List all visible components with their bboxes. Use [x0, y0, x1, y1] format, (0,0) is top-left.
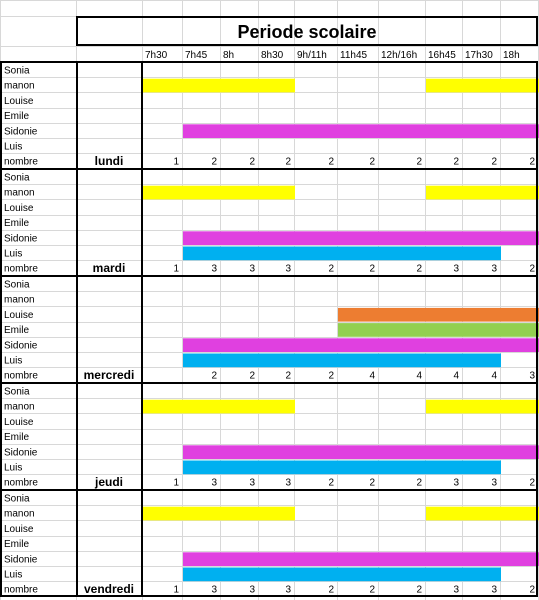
nombre-cell[interactable]: 2 — [249, 156, 255, 168]
day-label[interactable]: mercredi — [83, 368, 135, 383]
row-label-louise[interactable]: Louise — [4, 416, 34, 428]
presence-cell-luis[interactable] — [183, 461, 221, 475]
nombre-cell[interactable]: 2 — [453, 156, 459, 168]
day-label[interactable]: jeudi — [94, 475, 124, 490]
presence-cell-manon[interactable] — [221, 186, 259, 200]
presence-cell-sidonie[interactable] — [338, 552, 379, 566]
row-label-nombre[interactable]: nombre — [4, 263, 38, 275]
nombre-cell[interactable]: 3 — [453, 263, 459, 275]
presence-cell-emile[interactable] — [379, 323, 426, 337]
presence-cell-manon[interactable] — [221, 507, 259, 521]
nombre-cell[interactable]: 3 — [491, 477, 497, 489]
presence-cell-sidonie[interactable] — [338, 231, 379, 245]
nombre-cell[interactable]: 3 — [453, 584, 459, 596]
presence-cell-manon[interactable] — [183, 507, 221, 521]
presence-cell-manon[interactable] — [426, 186, 463, 200]
sheet-title[interactable]: Periode scolaire — [237, 22, 377, 42]
nombre-cell[interactable]: 2 — [529, 156, 535, 168]
row-label-sonia[interactable]: Sonia — [4, 279, 30, 291]
presence-cell-louise[interactable] — [379, 308, 426, 322]
presence-cell-luis[interactable] — [426, 461, 463, 475]
presence-cell-sidonie[interactable] — [259, 231, 295, 245]
presence-cell-luis[interactable] — [338, 461, 379, 475]
presence-cell-luis[interactable] — [463, 568, 501, 582]
presence-cell-luis[interactable] — [259, 247, 295, 261]
presence-cell-emile[interactable] — [463, 323, 501, 337]
presence-cell-luis[interactable] — [338, 354, 379, 368]
presence-cell-luis[interactable] — [183, 568, 221, 582]
presence-cell-luis[interactable] — [426, 568, 463, 582]
presence-cell-manon[interactable] — [143, 186, 183, 200]
row-label-manon[interactable]: manon — [4, 401, 35, 413]
presence-cell-manon[interactable] — [183, 79, 221, 93]
time-slot-header[interactable]: 7h45 — [185, 50, 208, 61]
nombre-cell[interactable]: 2 — [529, 584, 535, 596]
presence-cell-sidonie[interactable] — [338, 338, 379, 352]
row-label-emile[interactable]: Emile — [4, 432, 30, 444]
row-label-nombre[interactable]: nombre — [4, 156, 38, 168]
presence-cell-manon[interactable] — [259, 79, 295, 93]
presence-cell-luis[interactable] — [183, 354, 221, 368]
nombre-cell[interactable]: 1 — [173, 156, 179, 168]
presence-cell-sidonie[interactable] — [379, 552, 426, 566]
nombre-cell[interactable]: 1 — [173, 263, 179, 275]
presence-cell-manon[interactable] — [259, 400, 295, 414]
presence-cell-sidonie[interactable] — [501, 231, 539, 245]
row-label-sonia[interactable]: Sonia — [4, 493, 30, 505]
presence-cell-louise[interactable] — [463, 308, 501, 322]
presence-cell-louise[interactable] — [426, 308, 463, 322]
day-label[interactable]: lundi — [94, 154, 124, 169]
presence-cell-luis[interactable] — [379, 247, 426, 261]
presence-cell-manon[interactable] — [259, 186, 295, 200]
presence-cell-louise[interactable] — [501, 308, 539, 322]
presence-cell-emile[interactable] — [338, 323, 379, 337]
nombre-cell[interactable]: 2 — [249, 370, 255, 382]
presence-cell-luis[interactable] — [463, 247, 501, 261]
presence-cell-sidonie[interactable] — [501, 552, 539, 566]
presence-cell-manon[interactable] — [463, 507, 501, 521]
presence-cell-sidonie[interactable] — [426, 552, 463, 566]
time-slot-header[interactable]: 8h30 — [261, 50, 284, 61]
presence-cell-luis[interactable] — [379, 568, 426, 582]
presence-cell-sidonie[interactable] — [379, 445, 426, 459]
nombre-cell[interactable]: 4 — [369, 370, 375, 382]
row-label-sonia[interactable]: Sonia — [4, 386, 30, 398]
presence-cell-sidonie[interactable] — [463, 124, 501, 138]
presence-cell-sidonie[interactable] — [183, 338, 221, 352]
row-label-luis[interactable]: Luis — [4, 569, 23, 581]
presence-cell-manon[interactable] — [463, 400, 501, 414]
presence-cell-sidonie[interactable] — [183, 552, 221, 566]
row-label-luis[interactable]: Luis — [4, 141, 23, 153]
presence-cell-sidonie[interactable] — [463, 338, 501, 352]
time-slot-header[interactable]: 18h — [503, 50, 520, 61]
presence-cell-emile[interactable] — [426, 323, 463, 337]
presence-cell-manon[interactable] — [426, 507, 463, 521]
row-label-sidonie[interactable]: Sidonie — [4, 233, 38, 245]
time-slot-header[interactable]: 8h — [223, 50, 235, 61]
row-label-sidonie[interactable]: Sidonie — [4, 447, 38, 459]
presence-cell-luis[interactable] — [221, 354, 259, 368]
nombre-cell[interactable]: 2 — [328, 156, 334, 168]
time-slot-header[interactable]: 17h30 — [465, 50, 493, 61]
row-label-emile[interactable]: Emile — [4, 218, 30, 230]
presence-cell-sidonie[interactable] — [501, 445, 539, 459]
presence-cell-manon[interactable] — [501, 79, 539, 93]
presence-cell-sidonie[interactable] — [221, 552, 259, 566]
presence-cell-louise[interactable] — [338, 308, 379, 322]
presence-cell-emile[interactable] — [501, 323, 539, 337]
presence-cell-sidonie[interactable] — [295, 552, 338, 566]
row-label-louise[interactable]: Louise — [4, 95, 34, 107]
presence-cell-sidonie[interactable] — [183, 445, 221, 459]
row-label-louise[interactable]: Louise — [4, 309, 34, 321]
nombre-cell[interactable]: 3 — [211, 584, 217, 596]
presence-cell-luis[interactable] — [221, 247, 259, 261]
presence-cell-manon[interactable] — [183, 186, 221, 200]
presence-cell-manon[interactable] — [183, 400, 221, 414]
presence-cell-luis[interactable] — [463, 354, 501, 368]
presence-cell-sidonie[interactable] — [426, 338, 463, 352]
row-label-sonia[interactable]: Sonia — [4, 65, 30, 77]
nombre-cell[interactable]: 2 — [369, 584, 375, 596]
row-label-sidonie[interactable]: Sidonie — [4, 126, 38, 138]
presence-cell-luis[interactable] — [221, 568, 259, 582]
presence-cell-sidonie[interactable] — [295, 338, 338, 352]
nombre-cell[interactable]: 3 — [285, 584, 291, 596]
row-label-manon[interactable]: manon — [4, 508, 35, 520]
presence-cell-sidonie[interactable] — [426, 124, 463, 138]
presence-cell-sidonie[interactable] — [426, 445, 463, 459]
row-label-nombre[interactable]: nombre — [4, 477, 38, 489]
presence-cell-manon[interactable] — [426, 400, 463, 414]
nombre-cell[interactable]: 3 — [211, 477, 217, 489]
presence-cell-manon[interactable] — [221, 400, 259, 414]
presence-cell-manon[interactable] — [501, 400, 539, 414]
nombre-cell[interactable]: 3 — [249, 584, 255, 596]
presence-cell-sidonie[interactable] — [379, 338, 426, 352]
row-label-emile[interactable]: Emile — [4, 539, 30, 551]
nombre-cell[interactable]: 1 — [173, 477, 179, 489]
row-label-sidonie[interactable]: Sidonie — [4, 340, 38, 352]
nombre-cell[interactable]: 1 — [173, 584, 179, 596]
nombre-cell[interactable]: 2 — [416, 584, 422, 596]
presence-cell-sidonie[interactable] — [295, 445, 338, 459]
presence-cell-manon[interactable] — [143, 79, 183, 93]
nombre-cell[interactable]: 3 — [529, 370, 535, 382]
presence-cell-sidonie[interactable] — [463, 445, 501, 459]
presence-cell-manon[interactable] — [463, 79, 501, 93]
nombre-cell[interactable]: 3 — [249, 263, 255, 275]
nombre-cell[interactable]: 4 — [416, 370, 422, 382]
row-label-luis[interactable]: Luis — [4, 355, 23, 367]
row-label-luis[interactable]: Luis — [4, 248, 23, 260]
presence-cell-luis[interactable] — [379, 354, 426, 368]
nombre-cell[interactable]: 2 — [416, 477, 422, 489]
nombre-cell[interactable]: 2 — [211, 370, 217, 382]
row-label-nombre[interactable]: nombre — [4, 370, 38, 382]
row-label-manon[interactable]: manon — [4, 187, 35, 199]
presence-cell-manon[interactable] — [463, 186, 501, 200]
presence-cell-luis[interactable] — [259, 568, 295, 582]
presence-cell-manon[interactable] — [501, 507, 539, 521]
nombre-cell[interactable]: 2 — [285, 156, 291, 168]
row-label-louise[interactable]: Louise — [4, 523, 34, 535]
presence-cell-sidonie[interactable] — [259, 552, 295, 566]
presence-cell-sidonie[interactable] — [501, 338, 539, 352]
presence-cell-manon[interactable] — [143, 507, 183, 521]
presence-cell-sidonie[interactable] — [338, 124, 379, 138]
time-slot-header[interactable]: 16h45 — [428, 50, 456, 61]
presence-cell-luis[interactable] — [295, 568, 338, 582]
presence-cell-luis[interactable] — [295, 461, 338, 475]
presence-cell-sidonie[interactable] — [379, 231, 426, 245]
time-slot-header[interactable]: 9h/11h — [297, 50, 327, 61]
nombre-cell[interactable]: 2 — [211, 156, 217, 168]
presence-cell-manon[interactable] — [221, 79, 259, 93]
presence-cell-luis[interactable] — [379, 461, 426, 475]
row-label-sidonie[interactable]: Sidonie — [4, 554, 38, 566]
presence-cell-sidonie[interactable] — [338, 445, 379, 459]
presence-cell-luis[interactable] — [295, 354, 338, 368]
nombre-cell[interactable]: 2 — [416, 263, 422, 275]
presence-cell-sidonie[interactable] — [221, 124, 259, 138]
nombre-cell[interactable]: 2 — [369, 477, 375, 489]
presence-cell-sidonie[interactable] — [183, 231, 221, 245]
presence-cell-sidonie[interactable] — [259, 124, 295, 138]
presence-cell-luis[interactable] — [426, 247, 463, 261]
day-label[interactable]: mardi — [92, 261, 126, 276]
day-label[interactable]: vendredi — [83, 582, 135, 597]
presence-cell-sidonie[interactable] — [221, 338, 259, 352]
presence-cell-manon[interactable] — [143, 400, 183, 414]
presence-cell-sidonie[interactable] — [183, 124, 221, 138]
presence-cell-luis[interactable] — [338, 247, 379, 261]
row-label-louise[interactable]: Louise — [4, 202, 34, 214]
presence-cell-luis[interactable] — [338, 568, 379, 582]
nombre-cell[interactable]: 2 — [369, 263, 375, 275]
nombre-cell[interactable]: 3 — [285, 477, 291, 489]
row-label-emile[interactable]: Emile — [4, 325, 30, 337]
presence-cell-sidonie[interactable] — [426, 231, 463, 245]
nombre-cell[interactable]: 2 — [328, 263, 334, 275]
row-label-manon[interactable]: manon — [4, 294, 35, 306]
nombre-cell[interactable]: 2 — [328, 584, 334, 596]
nombre-cell[interactable]: 4 — [453, 370, 459, 382]
nombre-cell[interactable]: 2 — [285, 370, 291, 382]
presence-cell-sidonie[interactable] — [463, 231, 501, 245]
time-slot-header[interactable]: 11h45 — [340, 50, 368, 61]
nombre-cell[interactable]: 4 — [491, 370, 497, 382]
presence-cell-sidonie[interactable] — [501, 124, 539, 138]
row-label-emile[interactable]: Emile — [4, 111, 30, 123]
presence-cell-sidonie[interactable] — [379, 124, 426, 138]
nombre-cell[interactable]: 2 — [529, 263, 535, 275]
nombre-cell[interactable]: 2 — [416, 156, 422, 168]
presence-cell-sidonie[interactable] — [259, 445, 295, 459]
nombre-cell[interactable]: 3 — [285, 263, 291, 275]
presence-cell-manon[interactable] — [426, 79, 463, 93]
presence-cell-sidonie[interactable] — [259, 338, 295, 352]
presence-cell-sidonie[interactable] — [295, 231, 338, 245]
presence-cell-luis[interactable] — [259, 354, 295, 368]
nombre-cell[interactable]: 3 — [491, 263, 497, 275]
presence-cell-luis[interactable] — [426, 354, 463, 368]
nombre-cell[interactable]: 3 — [249, 477, 255, 489]
presence-cell-luis[interactable] — [295, 247, 338, 261]
presence-cell-luis[interactable] — [221, 461, 259, 475]
nombre-cell[interactable]: 2 — [491, 156, 497, 168]
presence-cell-sidonie[interactable] — [295, 124, 338, 138]
time-slot-header[interactable]: 7h30 — [145, 50, 168, 61]
nombre-cell[interactable]: 3 — [211, 263, 217, 275]
row-label-luis[interactable]: Luis — [4, 462, 23, 474]
presence-cell-manon[interactable] — [259, 507, 295, 521]
presence-cell-luis[interactable] — [183, 247, 221, 261]
time-slot-header[interactable]: 12h/16h — [381, 50, 418, 61]
presence-cell-manon[interactable] — [501, 186, 539, 200]
presence-cell-sidonie[interactable] — [221, 445, 259, 459]
row-label-manon[interactable]: manon — [4, 80, 35, 92]
presence-cell-luis[interactable] — [259, 461, 295, 475]
nombre-cell[interactable]: 3 — [453, 477, 459, 489]
nombre-cell[interactable]: 2 — [328, 477, 334, 489]
presence-cell-sidonie[interactable] — [221, 231, 259, 245]
presence-cell-sidonie[interactable] — [463, 552, 501, 566]
nombre-cell[interactable]: 2 — [369, 156, 375, 168]
nombre-cell[interactable]: 3 — [491, 584, 497, 596]
presence-cell-luis[interactable] — [463, 461, 501, 475]
nombre-cell[interactable]: 2 — [529, 477, 535, 489]
day-section-box — [1, 62, 537, 169]
nombre-cell[interactable]: 2 — [328, 370, 334, 382]
row-label-nombre[interactable]: nombre — [4, 584, 38, 596]
row-label-sonia[interactable]: Sonia — [4, 172, 30, 184]
